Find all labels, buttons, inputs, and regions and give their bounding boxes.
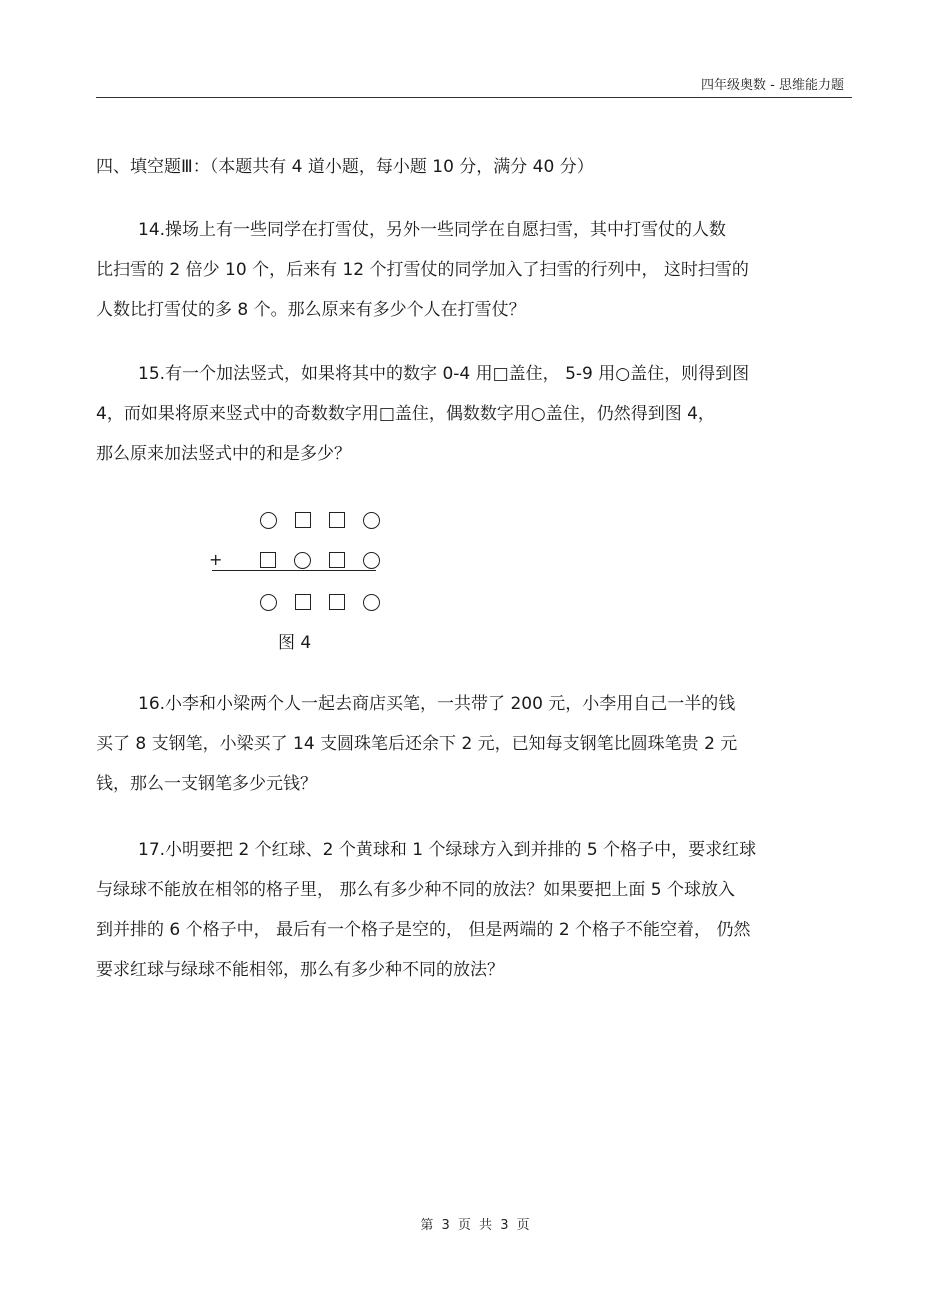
figure-row-sum <box>260 590 388 614</box>
sum-rule <box>212 570 376 571</box>
question-17 <box>96 830 852 990</box>
question-line: 那么原来加法竖式中的和是多少？ <box>96 444 351 464</box>
section-title: 四、填空题Ⅲ：（本题共有 4 道小题，每小题 10 分，满分 40 分） <box>96 157 594 177</box>
square-digit-icon <box>329 512 345 528</box>
question-line: 4，而如果将原来竖式中的奇数数字用□盖住，偶数数字用○盖住，仍然得到图 4， <box>96 404 715 424</box>
question-line: 到并排的 6 个格子中， 最后有一个格子是空的， 但是两端的 2 个格子不能空着， 仍然 <box>96 920 751 940</box>
figure-caption: 图 4 <box>278 633 312 653</box>
question-line: 钱，那么一支钢笔多少元钱？ <box>96 774 317 794</box>
square-digit-icon <box>329 594 345 610</box>
square-digit-icon <box>295 512 311 528</box>
circle-digit-icon <box>363 552 380 569</box>
circle-digit-icon <box>363 594 380 611</box>
question-14 <box>96 210 852 330</box>
circle-digit-icon <box>260 512 277 529</box>
header-rule <box>96 97 852 98</box>
plus-sign: + <box>209 550 223 569</box>
square-digit-icon <box>260 552 276 568</box>
question-15 <box>96 354 852 474</box>
addition-figure <box>200 500 400 660</box>
figure-row-addend-1 <box>260 508 388 532</box>
question-line: 买了 8 支钢笔，小梁买了 14 支圆珠笔后还余下 2 元，已知每支钢笔比圆珠笔贵 2 元 <box>96 734 738 754</box>
square-digit-icon <box>329 552 345 568</box>
question-line: 与绿球不能放在相邻的格子里， 那么有多少种不同的放法？如果要把上面 5 个球放入 <box>96 880 736 900</box>
question-line: 17.小明要把 2 个红球、2 个黄球和 1 个绿球方入到并排的 5 个格子中，要求红球 <box>138 840 757 860</box>
circle-digit-icon <box>260 594 277 611</box>
circle-digit-icon <box>363 512 380 529</box>
header-title: 四年级奥数 - 思维能力题 <box>701 78 844 93</box>
circle-digit-icon <box>294 552 311 569</box>
question-line: 比扫雪的 2 倍少 10 个，后来有 12 个打雪仗的同学加入了扫雪的行列中， 这时扫雪的 <box>96 260 749 280</box>
question-line: 16.小李和小梁两个人一起去商店买笔，一共带了 200 元，小李用自己一半的钱 <box>138 694 736 714</box>
question-16 <box>96 684 852 804</box>
square-digit-icon <box>295 594 311 610</box>
question-line: 15.有一个加法竖式，如果将其中的数字 0-4 用□盖住， 5-9 用○盖住，则得到图 <box>138 364 750 384</box>
page-footer: 第 3 页 共 3 页 <box>420 1218 530 1233</box>
question-line: 人数比打雪仗的多 8 个。那么原来有多少个人在打雪仗？ <box>96 300 526 320</box>
figure-row-addend-2 <box>260 548 388 572</box>
question-line: 14.操场上有一些同学在打雪仗，另外一些同学在自愿扫雪，其中打雪仗的人数 <box>138 220 727 240</box>
question-line: 要求红球与绿球不能相邻，那么有多少种不同的放法？ <box>96 960 504 980</box>
